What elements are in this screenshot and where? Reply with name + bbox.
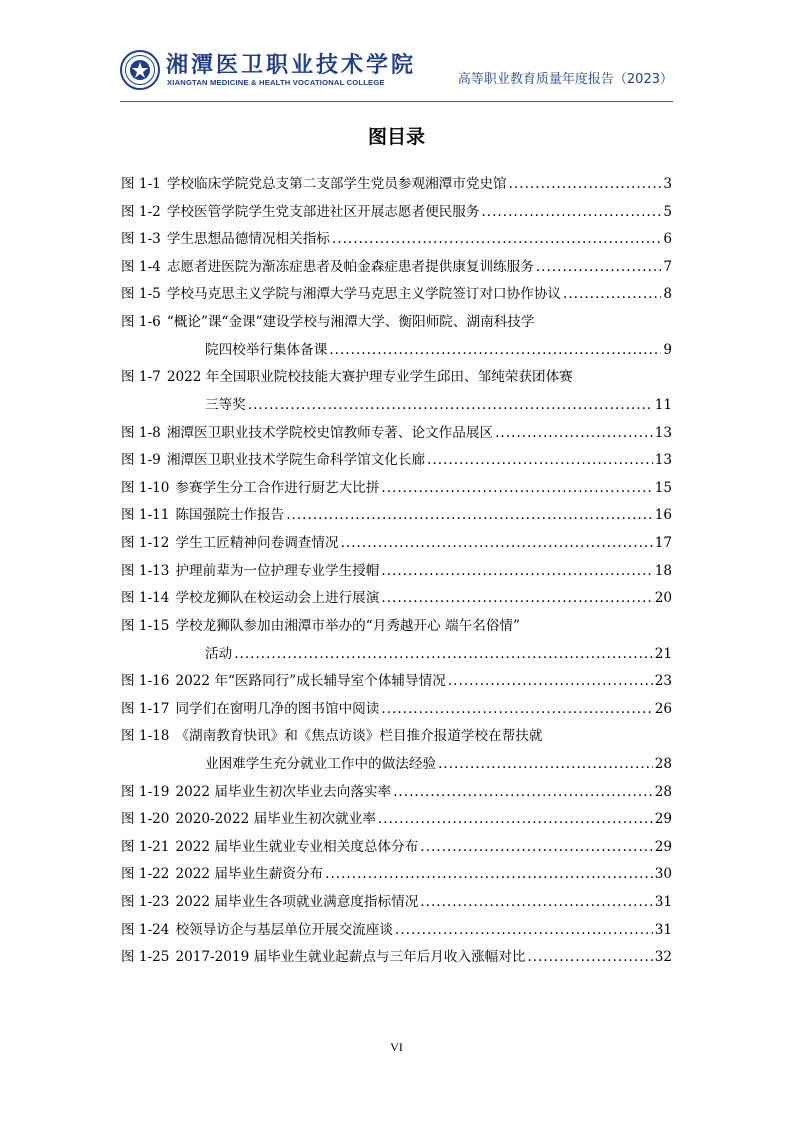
toc-entry[interactable] [121,533,672,553]
toc-entry[interactable] [121,174,672,194]
figure-number: 图 1-22 [121,866,170,883]
figure-number: 图 1-19 [121,783,170,800]
page-ref: 23 [654,673,672,690]
dot-leader [381,699,652,719]
figure-caption: 2022 届毕业生薪资分布 [175,866,324,883]
toc-entry-line [121,395,672,415]
dot-leader [495,423,653,443]
figure-caption: 2022 年“医路同行”成长辅导室个体辅导情况 [175,673,446,690]
toc-entry[interactable] [121,699,672,719]
figure-number: 图 1-3 [121,231,161,248]
dot-leader [427,450,653,470]
page-ref: 29 [654,811,672,828]
toc-entry[interactable] [121,809,672,829]
figure-caption: 2020-2022 届毕业生初次就业率 [175,811,376,828]
toc-entry-line [121,257,672,277]
figure-number: 图 1-6 [121,313,161,330]
toc-entry[interactable] [121,505,672,525]
page-ref: 5 [663,203,672,220]
dot-leader [393,782,653,802]
figure-number: 图 1-16 [121,673,170,690]
figure-number: 图 1-2 [121,203,161,220]
figure-number: 图 1-14 [121,590,170,607]
toc-entry-line [121,533,672,553]
toc-entry-line [121,699,672,719]
toc-entry-line [121,644,672,664]
toc-entry-line [121,616,672,636]
toc-entry[interactable] [121,229,672,249]
toc-entry[interactable] [121,561,672,581]
figure-number: 图 1-4 [121,258,161,275]
dot-leader [381,588,652,608]
toc-entry[interactable] [121,478,672,498]
dot-leader [395,920,653,940]
toc-entry-line [121,947,672,967]
figure-number: 图 1-5 [121,286,161,303]
toc-entry[interactable] [121,367,672,415]
toc-entry-line [121,754,672,774]
toc-entry-line [121,837,672,857]
college-seal-icon [120,50,160,90]
toc-entry-line [121,588,672,608]
figure-caption: 学生思想品德情况相关指标 [166,231,330,248]
page-ref: 13 [654,452,672,469]
page-number: VI [390,1040,403,1054]
page-ref: 18 [654,562,672,579]
figure-number: 图 1-17 [121,700,170,717]
toc-entry-line [121,478,672,498]
toc-entry-line [121,809,672,829]
figure-caption: 校领导访企与基层单位开展交流座谈 [175,921,393,938]
toc-entry-line [121,312,672,332]
page-ref: 17 [654,535,672,552]
figure-caption: 志愿者进医院为渐冻症患者及帕金森症患者提供康复训练服务 [166,258,534,275]
page-ref: 31 [654,921,672,938]
dot-leader [536,257,662,277]
page-ref: 11 [654,397,672,414]
figure-caption: 2017-2019 届毕业生就业起薪点与三年后月收入涨幅对比 [175,949,526,966]
dot-leader [481,202,661,222]
toc-entry-line [121,423,672,443]
toc-entry-line [121,284,672,304]
toc-entry[interactable] [121,450,672,470]
figure-caption: 活动 [205,645,233,662]
figure-number: 图 1-15 [121,617,170,634]
dot-leader [438,754,653,774]
toc-entry[interactable] [121,892,672,912]
toc-entry[interactable] [121,588,672,608]
toc-entry[interactable] [121,947,672,967]
toc-entry[interactable] [121,312,672,360]
page-ref: 28 [654,756,672,773]
page-header [120,44,673,100]
toc-entry-line [121,782,672,802]
figure-caption: 三等奖 [205,397,246,414]
toc-entry[interactable] [121,782,672,802]
toc-entry-line [121,174,672,194]
toc-entry-line [121,561,672,581]
page-ref: 26 [654,700,672,717]
dot-leader [332,229,661,249]
figure-caption: 学校龙狮队在校运动会上进行展演 [175,590,380,607]
dot-leader [378,809,653,829]
figure-caption: 院四校举行集体备课 [205,341,328,358]
figure-caption: 参赛学生分工合作进行厨艺大比拼 [175,479,380,496]
toc-entry-line [121,450,672,470]
toc-entry[interactable] [121,864,672,884]
figure-caption: 学生工匠精神问卷调查情况 [175,535,339,552]
figure-number: 图 1-10 [121,479,170,496]
report-title: 高等职业教育质量年度报告（2023） [457,72,673,87]
page-ref: 30 [654,866,672,883]
figure-number: 图 1-21 [121,838,170,855]
figure-number: 图 1-23 [121,894,170,911]
figure-number: 图 1-24 [121,921,170,938]
figure-number: 图 1-18 [121,728,170,745]
school-name-en: XIANGTAN MEDICINE & HEALTH VOCATIONAL COLLEGE [167,78,385,87]
toc-entry[interactable] [121,726,672,774]
figure-number: 图 1-11 [121,507,170,524]
page-ref: 8 [663,286,672,303]
toc-entry[interactable] [121,837,672,857]
dot-leader [234,644,653,664]
figure-number: 图 1-20 [121,811,170,828]
toc-entry-line [121,229,672,249]
page-ref: 16 [654,507,672,524]
dot-leader [325,864,653,884]
dot-leader [527,947,652,967]
toc-entry[interactable] [121,257,672,277]
page-ref: 21 [654,645,672,662]
figure-caption: 2022 年全国职业院校技能大赛护理专业学生邱田、邹纯荣获团体赛 [166,369,573,386]
page-ref: 32 [654,949,672,966]
figure-caption: 陈国强院士作报告 [175,507,285,524]
figure-list [121,174,672,975]
school-name-cn: 湘潭医卫职业技术学院 [166,52,417,78]
toc-entry[interactable] [121,920,672,940]
page-ref: 7 [663,258,672,275]
figure-number: 图 1-8 [121,424,161,441]
figure-caption: 护理前辈为一位护理专业学生授帽 [175,562,380,579]
toc-entry[interactable] [121,423,672,443]
toc-entry-line [121,726,672,746]
dot-leader [286,505,652,525]
figure-number: 图 1-1 [121,176,161,192]
figure-number: 图 1-25 [121,949,170,966]
dot-leader [420,837,652,857]
figure-caption: “概论”课“金课”建设学校与湘潭大学、衡阳师院、湖南科技学 [166,313,535,330]
dot-leader [448,671,653,691]
page-ref: 28 [654,783,672,800]
toc-entry-line [121,505,672,525]
toc-entry[interactable] [121,202,672,222]
toc-entry-line [121,892,672,912]
dot-leader [563,284,661,304]
toc-entry-line [121,920,672,940]
page-ref: 20 [654,590,672,607]
header-divider [120,101,673,102]
page-ref: 29 [654,838,672,855]
toc-entry-line [121,671,672,691]
toc-entry[interactable] [121,671,672,691]
page-ref: 15 [654,479,672,496]
figure-caption: 2022 届毕业生各项就业满意度指标情况 [175,894,419,911]
page-title: 图目录 [367,126,425,148]
figure-number: 图 1-13 [121,562,170,579]
dot-leader [329,340,661,360]
page-ref: 13 [654,424,672,441]
toc-entry-line [121,340,672,360]
page-ref: 9 [663,341,672,358]
toc-entry-line [121,367,672,387]
figure-caption: 同学们在窗明几净的图书馆中阅读 [175,700,380,717]
dot-leader [381,478,652,498]
figure-caption: 湘潭医卫职业技术学院生命科学馆文化长廊 [166,452,426,469]
toc-entry[interactable] [121,284,672,304]
figure-caption: 湘潭医卫职业技术学院校史馆教师专著、论文作品展区 [166,424,494,441]
toc-entry[interactable] [121,616,672,664]
dot-leader [248,395,653,415]
figure-number: 图 1-7 [121,369,161,386]
page-ref: 6 [663,231,672,248]
figure-number: 图 1-9 [121,452,161,469]
figure-caption: 2022 届毕业生初次毕业去向落实率 [175,783,392,800]
figure-caption: 2022 届毕业生就业专业相关度总体分布 [175,838,419,855]
page-ref: 31 [654,894,672,911]
figure-caption: 学校马克思主义学院与湘潭大学马克思主义学院签订对口协作协议 [166,286,562,303]
dot-leader [420,892,652,912]
figure-caption: 《湖南教育快讯》和《焦点访谈》栏目推介报道学校在帮扶就 [175,728,543,745]
dot-leader [509,174,662,194]
figure-caption: 学校龙狮队参加由湘潭市举办的“月秀越开心 端午名俗情” [175,617,520,634]
figure-caption: 业困难学生充分就业工作中的做法经验 [205,756,437,773]
toc-entry-line [121,202,672,222]
toc-entry-line [121,864,672,884]
figure-number: 图 1-12 [121,535,170,552]
figure-caption: 学校医管学院学生党支部进社区开展志愿者便民服务 [166,203,480,220]
figure-caption: 学校临床学院党总支第二支部学生党员参观湘潭市党史馆 [166,176,507,192]
page-ref: 3 [663,176,672,192]
dot-leader [381,561,652,581]
dot-leader [341,533,653,553]
